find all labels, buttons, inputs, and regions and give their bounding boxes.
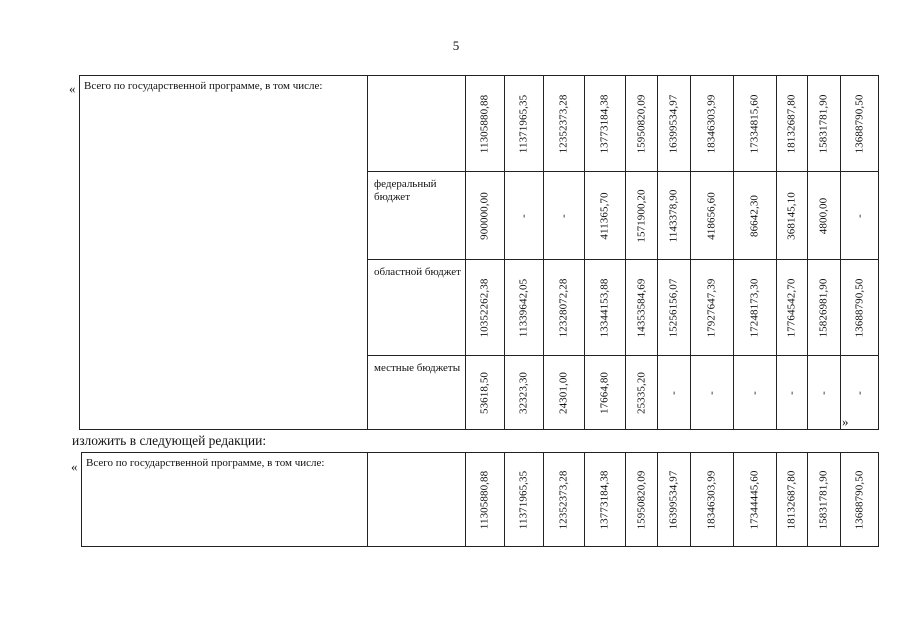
- new-total-source-cell: [368, 453, 466, 547]
- new-total-value: 12352373,28: [544, 453, 585, 547]
- old-regional-value: 12328072,28: [544, 260, 585, 356]
- amendment-instruction: изложить в следующей редакции:: [72, 433, 267, 448]
- old-federal-value: 4800,00: [808, 172, 841, 260]
- old-federal-value: -: [505, 172, 544, 260]
- new-total-value: 13773184,38: [585, 453, 626, 547]
- old-regional-value: 14353584,69: [626, 260, 658, 356]
- new-funding-table: [81, 452, 879, 547]
- old-local-value: 24301,00: [544, 356, 585, 430]
- old-total-value: 13773184,38: [585, 76, 626, 172]
- old-total-value: 18132687,80: [777, 76, 808, 172]
- opening-quote-old: «: [69, 81, 76, 96]
- old-total-label-cell: [80, 76, 368, 430]
- old-federal-value: 411365,70: [585, 172, 626, 260]
- old-regional-value: 17927647,39: [691, 260, 734, 356]
- new-total-value: 15950820,09: [626, 453, 658, 547]
- new-total-value: 18132687,80: [777, 453, 808, 547]
- new-total-value: 11371965,35: [505, 453, 544, 547]
- old-federal-value: 1143378,90: [658, 172, 691, 260]
- old-total-value: 11371965,35: [505, 76, 544, 172]
- old-federal-value: -: [544, 172, 585, 260]
- old-federal-value: 1571900,20: [626, 172, 658, 260]
- old-regional-value: 13688790,50: [841, 260, 879, 356]
- old-federal-label: федеральный бюджет: [368, 172, 466, 260]
- opening-quote-new: «: [71, 459, 78, 474]
- new-total-label: Всего по государственной программе, в том числе:: [86, 457, 325, 469]
- old-regional-value: 15826981,90: [808, 260, 841, 356]
- old-regional-label: областной бюджет: [368, 260, 466, 356]
- old-funding-table: [79, 75, 879, 430]
- old-federal-value: 418656,60: [691, 172, 734, 260]
- old-local-value: -: [691, 356, 734, 430]
- new-total-value: 11305880,88: [466, 453, 505, 547]
- old-federal-value: -: [841, 172, 879, 260]
- old-regional-value: 15256156,07: [658, 260, 691, 356]
- old-total-value: 18346303,99: [691, 76, 734, 172]
- new-total-value: 15831781,90: [808, 453, 841, 547]
- old-local-value: -: [734, 356, 777, 430]
- old-local-value: 25335,20: [626, 356, 658, 430]
- old-regional-value: 11339642,05: [505, 260, 544, 356]
- new-total-value: 18346303,99: [691, 453, 734, 547]
- old-regional-value: 13344153,88: [585, 260, 626, 356]
- old-total-source-cell: [368, 76, 466, 172]
- old-total-value: 15950820,09: [626, 76, 658, 172]
- old-total-row: [80, 76, 879, 172]
- old-regional-value: 17248173,30: [734, 260, 777, 356]
- old-total-value: 15831781,90: [808, 76, 841, 172]
- old-local-value: 53618,50: [466, 356, 505, 430]
- closing-quote-old: »: [842, 414, 849, 429]
- new-total-value: 16399534,97: [658, 453, 691, 547]
- old-local-value: 17664,80: [585, 356, 626, 430]
- old-local-value: -: [777, 356, 808, 430]
- old-total-value: 17334815,60: [734, 76, 777, 172]
- old-total-value: 16399534,97: [658, 76, 691, 172]
- old-total-label: Всего по государственной программе, в том числе:: [84, 80, 323, 92]
- old-federal-value: 900000,00: [466, 172, 505, 260]
- old-local-value: -: [841, 356, 879, 430]
- old-local-value: 32323,30: [505, 356, 544, 430]
- old-total-value: 13688790,50: [841, 76, 879, 172]
- old-local-label: местные бюджеты: [368, 356, 466, 430]
- new-total-value: 17344445,60: [734, 453, 777, 547]
- old-total-value: 11305880,88: [466, 76, 505, 172]
- page-number: 5: [452, 38, 460, 53]
- old-federal-value: 86642,30: [734, 172, 777, 260]
- old-local-value: -: [658, 356, 691, 430]
- new-total-value: 13688790,50: [841, 453, 879, 547]
- old-regional-value: 10352262,38: [466, 260, 505, 356]
- new-total-row: [82, 453, 879, 547]
- old-federal-value: 368145,10: [777, 172, 808, 260]
- old-regional-value: 17764542,70: [777, 260, 808, 356]
- old-local-value: -: [808, 356, 841, 430]
- old-total-value: 12352373,28: [544, 76, 585, 172]
- new-total-label-cell: [82, 453, 368, 547]
